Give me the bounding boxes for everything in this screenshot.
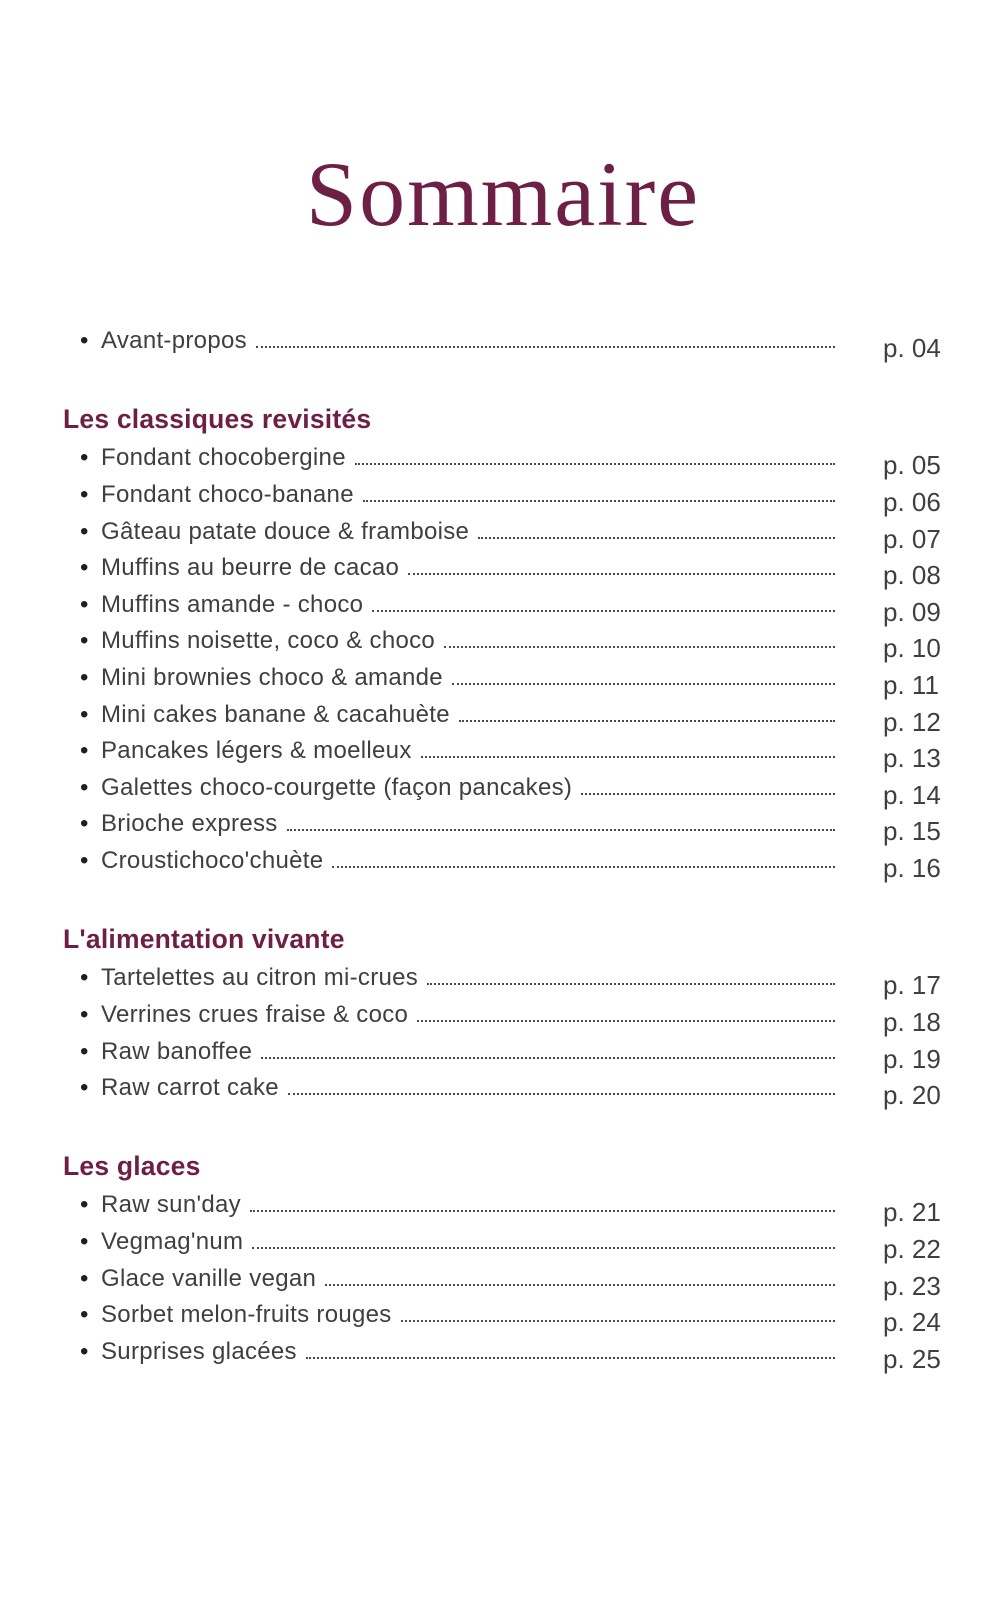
page-number: p. 11 — [883, 669, 939, 700]
bullet-icon: • — [80, 737, 89, 765]
entry-label: Glace vanille vegan — [101, 1264, 317, 1292]
dotted-leader — [306, 1357, 835, 1359]
entry-label: Sorbet melon-fruits rouges — [101, 1301, 392, 1329]
dotted-leader — [256, 346, 835, 348]
toc-section — [63, 404, 943, 881]
page-number: p. 18 — [883, 1006, 941, 1037]
bullet-icon: • — [80, 964, 89, 992]
toc-entry[interactable] — [63, 1225, 943, 1265]
page-number: p. 09 — [883, 596, 941, 627]
toc-entry[interactable] — [63, 588, 943, 625]
toc-entry[interactable] — [63, 961, 943, 1001]
toc-entry[interactable] — [63, 1335, 943, 1372]
bullet-icon: • — [80, 327, 89, 354]
toc-entry[interactable] — [63, 1035, 943, 1072]
dotted-leader — [581, 793, 835, 795]
page-number: p. 10 — [883, 633, 941, 664]
page-number: p. 21 — [883, 1197, 941, 1228]
entry-label: Avant-propos — [101, 327, 247, 354]
bullet-icon: • — [80, 663, 89, 691]
entry-label: Fondant chocobergine — [101, 444, 346, 472]
entry-label: Raw carrot cake — [101, 1074, 279, 1102]
toc-entry[interactable] — [63, 1298, 943, 1338]
entry-label: Croustichoco'chuète — [101, 846, 324, 874]
page-number: p. 17 — [883, 970, 941, 1001]
dotted-leader — [261, 1057, 835, 1059]
bullet-icon: • — [80, 554, 89, 582]
section-heading: L'alimentation vivante — [63, 923, 345, 954]
page-number: p. 06 — [883, 486, 941, 517]
entry-label: Pancakes légers & moelleux — [101, 737, 412, 765]
toc-entry[interactable] — [63, 771, 943, 808]
dotted-leader — [401, 1320, 835, 1322]
toc-entry[interactable] — [63, 807, 943, 847]
dotted-leader — [459, 720, 835, 722]
entry-label: Fondant choco-banane — [101, 480, 354, 508]
dotted-leader — [408, 573, 835, 575]
entry-label: Raw banoffee — [101, 1037, 253, 1065]
toc-entry[interactable] — [63, 551, 943, 591]
toc-entry[interactable] — [63, 324, 943, 361]
page-number: p. 16 — [883, 852, 941, 883]
dotted-leader — [325, 1284, 835, 1286]
bullet-icon: • — [80, 810, 89, 838]
dotted-leader — [417, 1020, 835, 1022]
dotted-leader — [287, 829, 835, 831]
toc-section — [63, 324, 943, 361]
toc — [63, 324, 943, 1374]
page-number: p. 19 — [883, 1043, 941, 1074]
entry-label: Gâteau patate douce & framboise — [101, 517, 470, 545]
bullet-icon: • — [80, 590, 89, 618]
page-number: p. 04 — [883, 333, 941, 363]
bullet-icon: • — [80, 1301, 89, 1329]
toc-entry[interactable] — [63, 844, 943, 881]
dotted-leader — [427, 983, 835, 985]
bullet-icon: • — [80, 1228, 89, 1256]
bullet-icon: • — [80, 1000, 89, 1028]
bullet-icon: • — [80, 1074, 89, 1102]
entry-label: Mini cakes banane & cacahuète — [101, 700, 450, 728]
page-number: p. 14 — [883, 779, 941, 810]
bullet-icon: • — [80, 480, 89, 508]
bullet-icon: • — [80, 1191, 89, 1219]
dotted-leader — [355, 463, 835, 465]
dotted-leader — [444, 646, 835, 648]
dotted-leader — [252, 1247, 835, 1249]
dotted-leader — [288, 1093, 835, 1095]
entry-label: Muffins noisette, coco & choco — [101, 627, 436, 655]
page-number: p. 15 — [883, 816, 941, 847]
entry-label: Galettes choco-courgette (façon pancakes) — [101, 773, 573, 801]
bullet-icon: • — [80, 846, 89, 874]
entry-label: Muffins au beurre de cacao — [101, 554, 400, 582]
toc-entry[interactable] — [63, 441, 943, 481]
entry-label: Muffins amande - choco — [101, 590, 364, 618]
dotted-leader — [250, 1210, 835, 1212]
page-title: Sommaire — [305, 143, 701, 245]
section-heading: Les classiques revisités — [63, 403, 372, 434]
entry-label: Brioche express — [101, 810, 278, 838]
entry-label: Raw sun'day — [101, 1191, 241, 1219]
page-number: p. 13 — [883, 743, 941, 774]
page-number: p. 08 — [883, 560, 941, 591]
entry-label: Mini brownies choco & amande — [101, 663, 443, 691]
bullet-icon: • — [80, 627, 89, 655]
page-number: p. 07 — [883, 523, 941, 554]
toc-entry[interactable] — [63, 661, 943, 698]
page-number: p. 25 — [883, 1343, 941, 1374]
toc-section — [63, 923, 943, 1111]
toc-entry[interactable] — [63, 734, 943, 774]
toc-entry[interactable] — [63, 1071, 943, 1111]
bullet-icon: • — [80, 773, 89, 801]
bullet-icon: • — [80, 1337, 89, 1365]
entry-label: Surprises glacées — [101, 1337, 297, 1365]
section-heading: Les glaces — [63, 1150, 201, 1181]
page-number: p. 24 — [883, 1307, 941, 1338]
bullet-icon: • — [80, 517, 89, 545]
bullet-icon: • — [80, 1037, 89, 1065]
bullet-icon: • — [80, 444, 89, 472]
page-number: p. 20 — [883, 1080, 941, 1111]
entry-label: Tartelettes au citron mi-crues — [101, 964, 419, 992]
bullet-icon: • — [80, 700, 89, 728]
toc-entry[interactable] — [63, 478, 943, 515]
entry-label: Verrines crues fraise & coco — [101, 1000, 409, 1028]
page-number: p. 05 — [883, 450, 941, 481]
dotted-leader — [372, 610, 835, 612]
page-number: p. 22 — [883, 1234, 941, 1265]
page-number: p. 23 — [883, 1270, 941, 1301]
toc-entry[interactable] — [63, 698, 943, 735]
dotted-leader — [332, 866, 835, 868]
toc-entry[interactable] — [63, 998, 943, 1035]
dotted-leader — [478, 537, 835, 539]
dotted-leader — [421, 756, 835, 758]
toc-entry[interactable] — [63, 515, 943, 552]
entry-label: Vegmag'num — [101, 1228, 244, 1256]
toc-section — [63, 1151, 943, 1372]
dotted-leader — [452, 683, 835, 685]
bullet-icon: • — [80, 1264, 89, 1292]
toc-entry[interactable] — [63, 624, 943, 664]
toc-entry[interactable] — [63, 1262, 943, 1299]
toc-entry[interactable] — [63, 1188, 943, 1228]
page-number: p. 12 — [883, 706, 941, 737]
dotted-leader — [363, 500, 835, 502]
